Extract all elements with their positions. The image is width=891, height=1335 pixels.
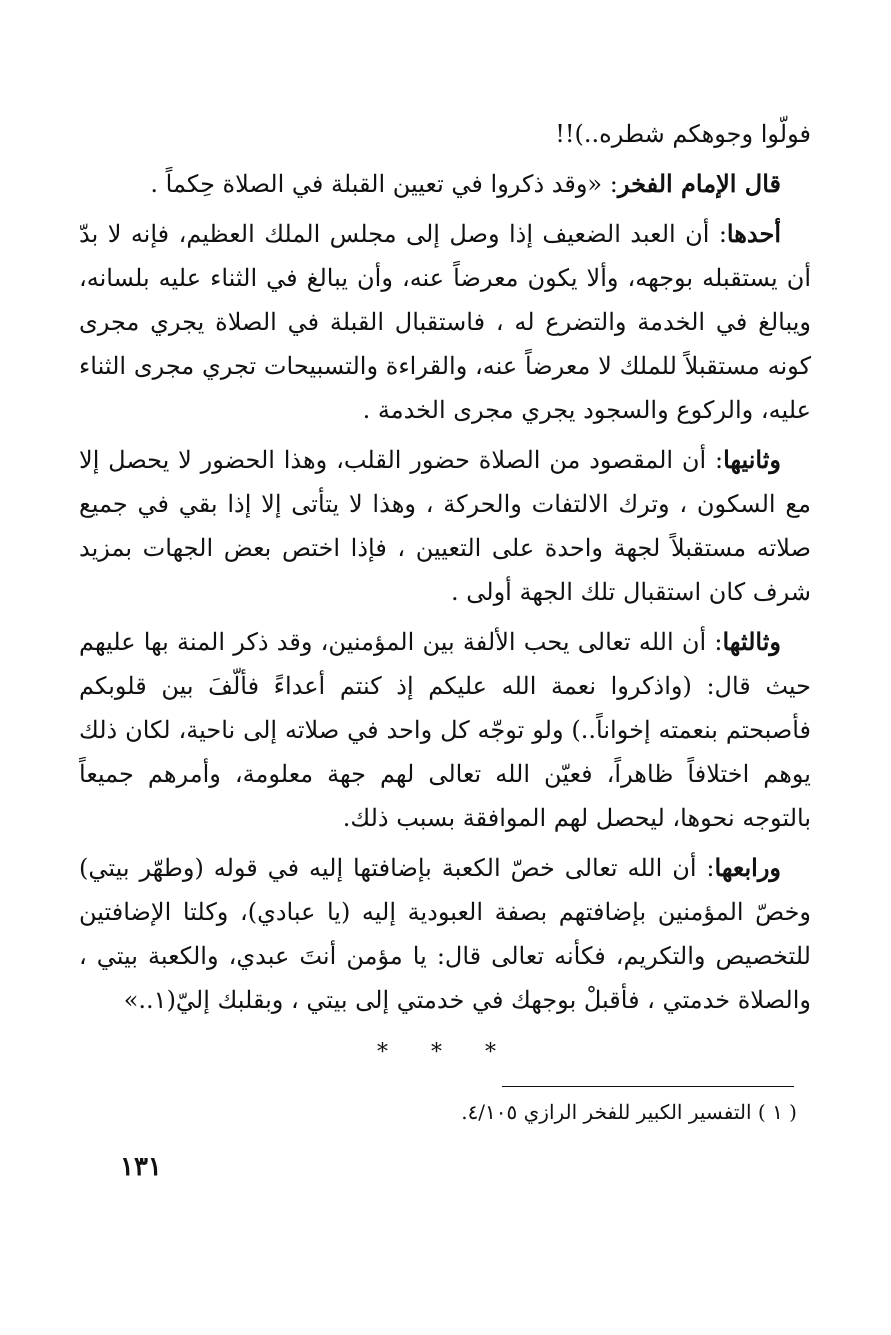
opening-line: فولّوا وجوهكم شطره..)!! (555, 120, 811, 148)
imam-intro (79, 162, 811, 206)
reason-paragraph (79, 620, 811, 840)
paragraph-lead: ورابعها (714, 853, 781, 882)
reason-paragraph (79, 846, 811, 1022)
reason-paragraph (79, 438, 811, 614)
paragraph-lead: وثالثها (722, 627, 781, 656)
paragraph-lead: وثانيها (723, 445, 781, 474)
section-separator: * * * (377, 1040, 514, 1065)
paragraph-text: : أن المقصود من الصلاة حضور القلب، وهذا الحضور لا يحصل إلا مع السكون ، وترك الالتفات والحركة ، وهذا لا يتأتى إلا إذا بقي في جميع صلاته مستقبلاً لجهة واحدة على التعيين ، فإذا اختص بعض الجهات بمزيد شرف كان استقبال تلك الجهة أولى . (79, 446, 811, 606)
paragraph-text: : أن الله تعالى خصّ الكعبة بإضافتها إليه في قوله (وطهّر بيتي) وخصّ المؤمنين بإضافتهم بصفة العبودية إليه (يا عبادي)، وكلتا الإضافتين للتخصيص والتكريم، فكأنه تعالى قال: يا مؤمن أنتَ عبدي، والكعبة بيتي ، والصلاة خدمتي ، فأقبلْ بوجهك في خدمتي إلى بيتي ، وبقلبك إليّ(١..» (79, 854, 811, 1014)
paragraph-text: : أن الله تعالى يحب الألفة بين المؤمنين، وقد ذكر المنة بها عليهم حيث قال: (واذكروا نعمة الله عليكم إذ كنتم أعداءً فألّفَ بين قلوبكم فأصبحتم بنعمته إخواناً..) ولو توجّه كل واحد في صلاته إلى ناحية، لكان ذلك يوهم اختلافاً ظاهراً، فعيّن الله تعالى لهم جهة معلومة، وأمرهم جميعاً بالتوجه نحوها، ليحصل لهم الموافقة بسبب ذلك. (79, 628, 811, 832)
paragraph-text: : «وقد ذكروا في تعيين القبلة في الصلاة حِكماً . (150, 170, 618, 198)
paragraph-lead: أحدها (726, 219, 781, 248)
footnote: ( ١ ) التفسير الكبير للفخر الرازي ٤/١٠٥. (461, 1100, 797, 1124)
reason-paragraph (79, 212, 811, 432)
main-text (79, 112, 811, 1028)
page-number: ١٣١ (120, 1152, 162, 1182)
paragraph-text: : أن العبد الضعيف إذا وصل إلى مجلس الملك العظيم، فإنه لا بدّ أن يستقبله بوجهه، وألا يكون معرضاً عنه، وأن يبالغ في الثناء عليه بلسانه، ويبالغ في الخدمة والتضرع له ، فاستقبال القبلة في الصلاة يجري مجرى كونه مستقبلاً للملك لا معرضاً عنه، والقراءة والتسبيحات تجري مجرى الثناء عليه، والركوع والسجود يجري مجرى الخدمة . (79, 220, 811, 424)
paragraph-lead: قال الإمام الفخر (617, 169, 781, 198)
footnote-divider (502, 1086, 794, 1087)
